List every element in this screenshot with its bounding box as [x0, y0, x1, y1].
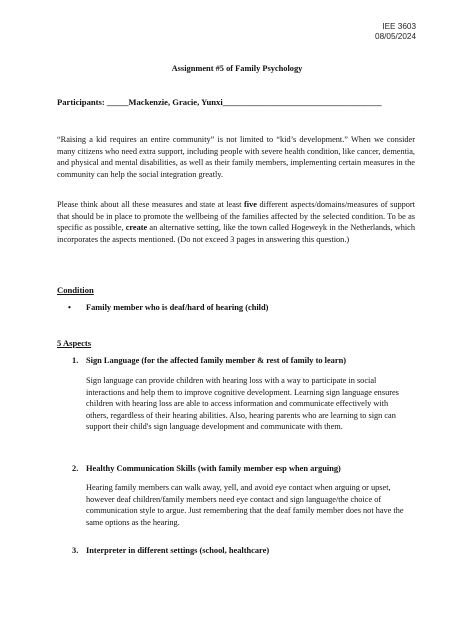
document-title: Assignment #5 of Family Psychology [171, 64, 303, 73]
document-header [375, 22, 416, 42]
bullet-dot-icon: • [68, 303, 71, 312]
aspect-2-number: 2. [72, 464, 79, 473]
aspect-1-body: Sign language can provide children with hearing loss with a way to participate in social interactions and help them to improve cognitive development. Learning sign language ensures children with hearing loss are able to access information and communicate effectively with others, regardless of their hearing abilities. Also, hearing parents who are learning to sign can support their child's sign language development and communicate with them. [86, 376, 399, 432]
aspect-2-heading [72, 464, 341, 473]
aspect-3-heading [72, 546, 269, 555]
intro-p2-part-a: Please think about all these measures and state at least [57, 200, 245, 209]
aspect-3-number: 3. [72, 546, 79, 555]
aspect-3-title: Interpreter in different settings (school, healthcare) [86, 546, 270, 555]
aspect-1-title: Sign Language (for the affected family member & rest of family to learn) [86, 356, 347, 365]
aspect-1-heading [72, 356, 346, 365]
course-code: IEE 3603 [382, 22, 416, 31]
aspect-2-body: Hearing family members can walk away, yell, and avoid eye contact when arguing or upset, however deaf children/family members need eye contact and sign language/the choice of communication style to argue. Just remembering that the deaf family member does not have the same options as the hearing. [86, 483, 404, 527]
intro-p2-part-c: an alternative setting, like the town called Hogeweyk in the Netherlands, which incorporates the aspects mentioned. (Do not exceed 3 pages in answering this question.) [57, 223, 415, 244]
intro-p2-part-b: different aspects/domains/measures of support that should be in place to promote the wellbeing of the families affected by the selected condition. To be as specific as possible, [57, 200, 415, 233]
document-date: 08/05/2024 [375, 32, 416, 41]
intro-p2-bold-five: five [244, 200, 257, 209]
condition-text: Family member who is deaf/hard of hearing (child) [86, 303, 269, 312]
aspect-1-number: 1. [72, 356, 79, 365]
intro-paragraph-1: “Raising a kid requires an entire community” is not limited to “kid’s development.” When we consider many citizens who need extra support, including people with severe health condition, like cancer, dementia, and physical and mental disabilities, as well as their family members, implementing certain measures in the community can help the social integration greatly. [57, 135, 415, 179]
aspect-2-title: Healthy Communication Skills (with family member esp when arguing) [86, 464, 341, 473]
participants-line: Participants: _____Mackenzie, Gracie, Yunxi_____________________________________ [57, 97, 382, 107]
aspects-heading: 5 Aspects [57, 338, 92, 348]
condition-heading: Condition [57, 285, 94, 295]
intro-p2-bold-create: create [125, 223, 148, 233]
condition-bullet-item [68, 303, 268, 312]
intro-paragraph-2 [57, 199, 415, 245]
